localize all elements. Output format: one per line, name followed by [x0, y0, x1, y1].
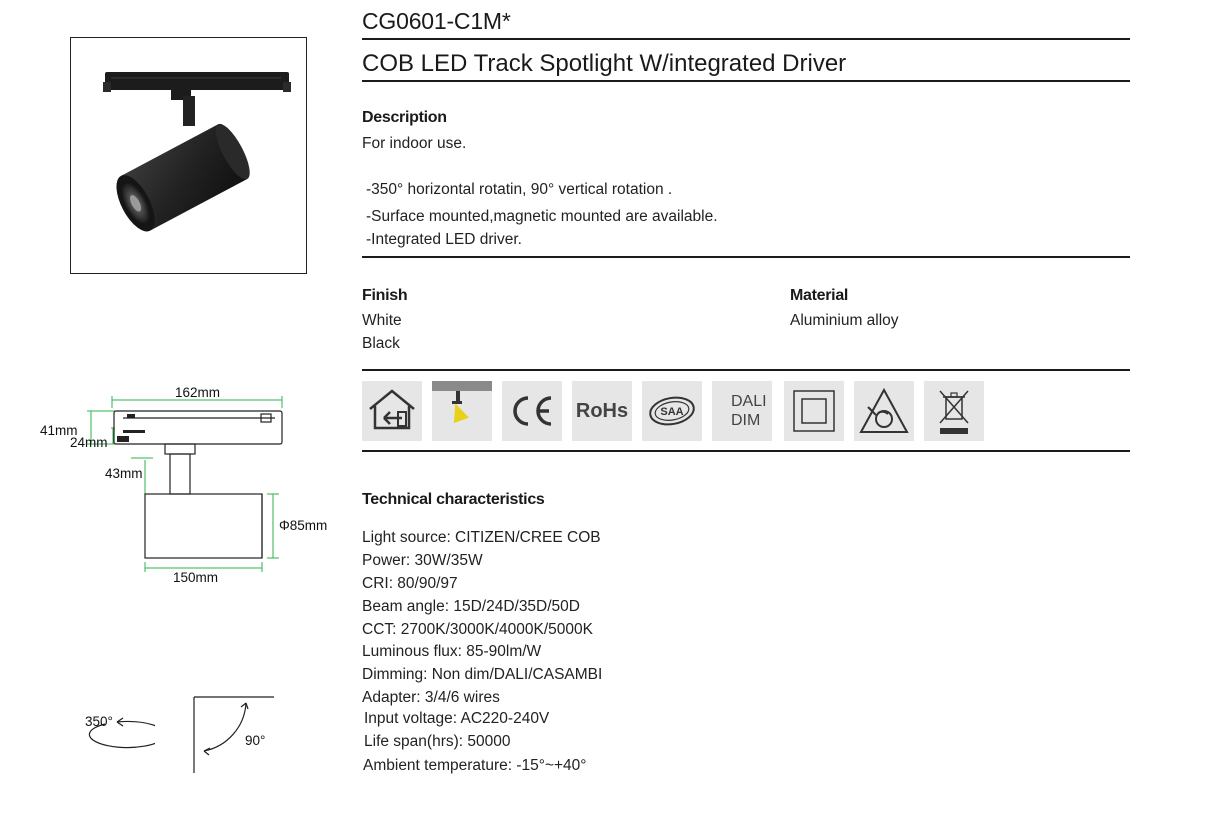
dim-diameter: Φ85mm	[279, 518, 328, 533]
rotation-horizontal-label: 350°	[85, 714, 113, 729]
rotation-angle-icon	[190, 695, 290, 775]
spec-input-voltage: Input voltage: AC220-240V	[364, 710, 550, 727]
description-bullet: -Surface mounted,magnetic mounted are available.	[366, 208, 718, 225]
spec-beam-angle: Beam angle: 15D/24D/35D/50D	[362, 598, 580, 615]
dim-label: DIM	[731, 412, 761, 429]
saa-icon	[642, 381, 702, 441]
description-intro: For indoor use.	[362, 135, 467, 152]
driver-icon	[854, 381, 914, 441]
spec-adapter: Adapter: 3/4/6 wires	[362, 689, 500, 706]
product-title: COB LED Track Spotlight W/integrated Driver	[362, 50, 847, 77]
material-heading: Material	[790, 287, 849, 304]
dimension-lines	[35, 380, 345, 595]
divider-top	[362, 38, 1130, 40]
finish-option: Black	[362, 335, 400, 352]
dim-length: 150mm	[173, 570, 219, 585]
description-heading: Description	[362, 109, 447, 126]
description-bullet: -Integrated LED driver.	[366, 231, 522, 248]
product-photo-frame	[70, 37, 307, 274]
horizontal-rotation-diagram	[55, 710, 155, 760]
spec-cct: CCT: 2700K/3000K/4000K/5000K	[362, 621, 593, 638]
dali-label: DALI	[731, 393, 767, 410]
spec-luminous-flux: Luminous flux: 85-90lm/W	[362, 643, 542, 660]
indoor-use-icon	[362, 381, 422, 441]
dali-dim-icon	[712, 381, 772, 441]
material-value: Aluminium alloy	[790, 312, 899, 329]
description-bullet: -350° horizontal rotatin, 90° vertical rotation .	[366, 181, 673, 198]
spec-life-span: Life span(hrs): 50000	[364, 733, 511, 750]
divider-icons	[362, 450, 1130, 452]
product-photo	[71, 38, 306, 273]
saa-label: SAA	[660, 406, 684, 418]
dimension-drawing	[35, 380, 345, 595]
spec-light-source: Light source: CITIZEN/CREE COB	[362, 529, 601, 546]
spec-ambient-temperature: Ambient temperature: -15°~+40°	[363, 757, 587, 774]
dim-height-rail: 24mm	[70, 435, 108, 450]
rohs-icon	[572, 381, 632, 441]
divider-title	[362, 80, 1130, 82]
ce-mark-icon	[502, 381, 562, 441]
class-ii-icon	[784, 381, 844, 441]
track-mount-icon	[432, 381, 492, 441]
dim-stem: 43mm	[105, 466, 143, 481]
rotation-vertical-label: 90°	[245, 733, 266, 748]
spec-cri: CRI: 80/90/97	[362, 575, 458, 592]
divider-finish	[362, 369, 1130, 371]
model-number: CG0601-C1M*	[362, 8, 511, 34]
dim-width-top: 162mm	[175, 385, 221, 400]
finish-option: White	[362, 312, 402, 329]
divider-description	[362, 256, 1130, 258]
technical-heading: Technical characteristics	[362, 491, 545, 508]
dim-height-adapter: 41mm	[40, 423, 78, 438]
rohs-label: RoHs	[575, 400, 629, 422]
weee-icon	[924, 381, 984, 441]
finish-heading: Finish	[362, 287, 408, 304]
spec-dimming: Dimming: Non dim/DALI/CASAMBI	[362, 666, 603, 683]
spec-power: Power: 30W/35W	[362, 552, 483, 569]
vertical-rotation-diagram	[190, 695, 290, 775]
